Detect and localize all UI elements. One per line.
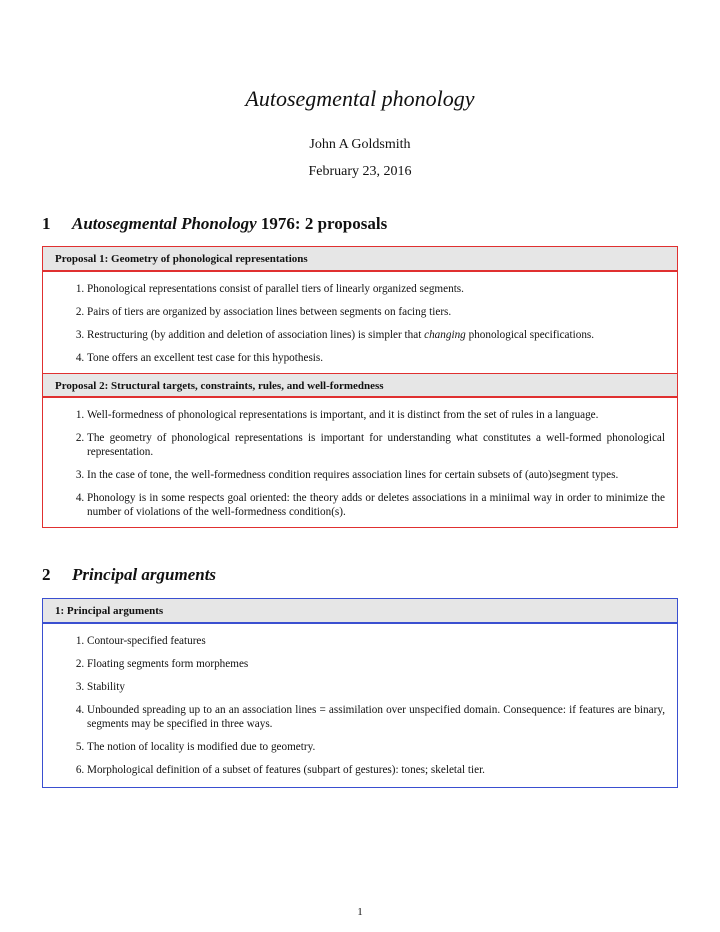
list-item: 4. Unbounded spreading up to an an association lines = assimilation over unspecified domain. Consequence: if features are binary, segments may be specified in three ways. — [87, 703, 665, 731]
document-title: Autosegmental phonology — [245, 86, 475, 111]
arguments-box — [42, 598, 678, 788]
proposal-2-list — [43, 398, 677, 527]
list-item: 2. Pairs of tiers are organized by association lines between segments on facing tiers. — [87, 305, 665, 319]
list-item: 3. Stability — [87, 680, 665, 694]
list-item — [87, 328, 665, 342]
list-item-text: phonological specifications. — [468, 329, 595, 341]
section-number: 1 — [42, 214, 51, 233]
list-item: 3. In the case of tone, the well-formedness condition requires association lines for certain subsets of (auto)segment types. — [87, 468, 665, 482]
list-item: 1. Contour-specified features — [87, 634, 665, 648]
list-item-text: Restructuring (by addition and deletion of association lines) is simpler that — [87, 329, 422, 341]
list-item: 4. Phonology is in some respects goal oriented: the theory adds or deletes associations in a miniimal way in order to minimize the number of violations of the well-formedness condition(s). — [87, 491, 665, 519]
list-item: 1. Well-formedness of phonological representations is important, and it is distinct from the set of rules in a language. — [87, 408, 665, 422]
section-2-heading — [42, 565, 678, 585]
section-title-rest: 1976: 2 proposals — [260, 214, 388, 233]
page-number: 1 — [357, 906, 363, 918]
section-number: 2 — [42, 565, 51, 584]
document-author: John A Goldsmith — [309, 137, 411, 152]
proposal-1-list — [43, 272, 677, 373]
proposal-1-heading: Proposal 1: Geometry of phonological representations — [43, 247, 677, 272]
proposal-2-heading: Proposal 2: Structural targets, constraints, rules, and well-formedness — [43, 373, 677, 398]
list-item: 4. Tone offers an excellent test case for this hypothesis. — [87, 351, 665, 365]
list-item: 2. The geometry of phonological representations is important for understanding what constitutes a well-formed phonological representation. — [87, 431, 665, 459]
section-title: Principal arguments — [72, 565, 217, 584]
proposals-box — [42, 246, 678, 528]
emphasis-text: changing — [424, 329, 466, 341]
document-date: February 23, 2016 — [308, 164, 412, 179]
list-item: 6. Morphological definition of a subset of features (subpart of gestures): tones; skeletal tier. — [87, 763, 665, 777]
section-1-heading — [42, 214, 678, 234]
list-item: 5. The notion of locality is modified due to geometry. — [87, 740, 665, 754]
arguments-list — [43, 624, 677, 787]
section-title-italic: Autosegmental Phonology — [72, 214, 257, 233]
list-item: 1. Phonological representations consist of parallel tiers of linearly organized segments. — [87, 282, 665, 296]
list-item: 2. Floating segments form morphemes — [87, 657, 665, 671]
arguments-heading: 1: Principal arguments — [43, 599, 677, 624]
